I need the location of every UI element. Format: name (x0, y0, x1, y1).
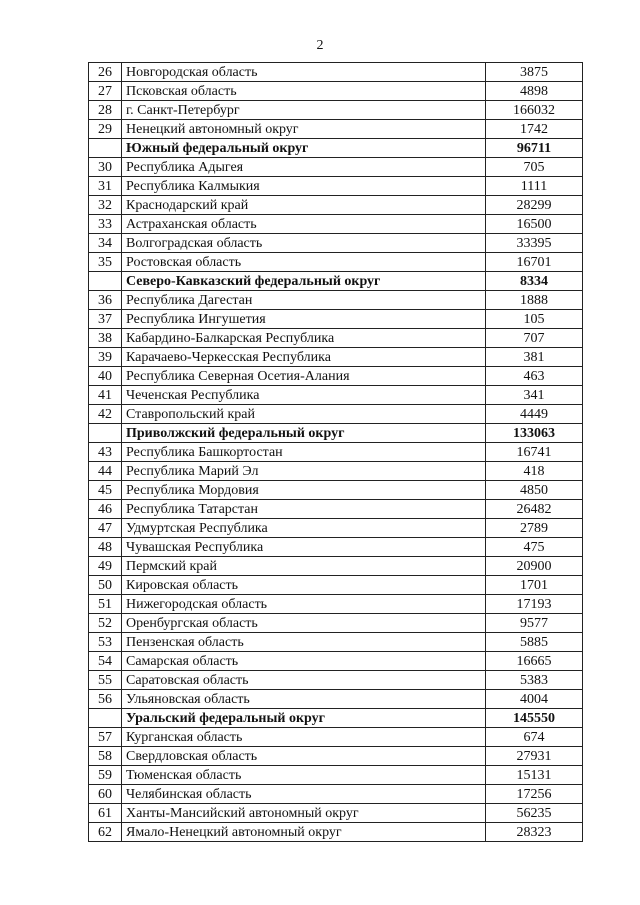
region-value: 33395 (486, 234, 583, 253)
region-value: 463 (486, 367, 583, 386)
table-row (89, 538, 583, 557)
row-number: 58 (89, 747, 122, 766)
row-number: 44 (89, 462, 122, 481)
row-number (89, 139, 122, 158)
table-row (89, 215, 583, 234)
row-number (89, 272, 122, 291)
table-row (89, 576, 583, 595)
region-value: 17256 (486, 785, 583, 804)
region-value: 17193 (486, 595, 583, 614)
region-value: 381 (486, 348, 583, 367)
row-number: 42 (89, 405, 122, 424)
region-name: Астраханская область (122, 215, 486, 234)
region-name: Ханты-Мансийский автономный округ (122, 804, 486, 823)
region-name: г. Санкт-Петербург (122, 101, 486, 120)
table-row (89, 120, 583, 139)
region-value: 16741 (486, 443, 583, 462)
table-row (89, 557, 583, 576)
table-row (89, 500, 583, 519)
table-row (89, 234, 583, 253)
table-row (89, 386, 583, 405)
table-row (89, 633, 583, 652)
region-name: Республика Башкортостан (122, 443, 486, 462)
region-value: 4850 (486, 481, 583, 500)
row-number (89, 424, 122, 443)
table-row (89, 253, 583, 272)
region-value: 16665 (486, 652, 583, 671)
region-value: 16500 (486, 215, 583, 234)
row-number: 49 (89, 557, 122, 576)
row-number (89, 709, 122, 728)
region-name: Ростовская область (122, 253, 486, 272)
region-value: 1888 (486, 291, 583, 310)
region-name: Нижегородская область (122, 595, 486, 614)
region-name: Пермский край (122, 557, 486, 576)
region-name: Псковская область (122, 82, 486, 101)
region-value: 9577 (486, 614, 583, 633)
region-value: 5885 (486, 633, 583, 652)
row-number: 45 (89, 481, 122, 500)
table-row (89, 348, 583, 367)
row-number: 32 (89, 196, 122, 215)
district-row (89, 709, 583, 728)
region-value: 28323 (486, 823, 583, 842)
region-name: Республика Мордовия (122, 481, 486, 500)
region-value: 2789 (486, 519, 583, 538)
row-number: 31 (89, 177, 122, 196)
table-row (89, 310, 583, 329)
region-name: Кабардино-Балкарская Республика (122, 329, 486, 348)
region-name: Тюменская область (122, 766, 486, 785)
region-name: Чеченская Республика (122, 386, 486, 405)
region-value: 1742 (486, 120, 583, 139)
region-name: Республика Дагестан (122, 291, 486, 310)
region-value: 28299 (486, 196, 583, 215)
district-value: 8334 (486, 272, 583, 291)
row-number: 33 (89, 215, 122, 234)
region-name: Республика Адыгея (122, 158, 486, 177)
row-number: 53 (89, 633, 122, 652)
table-row (89, 804, 583, 823)
row-number: 28 (89, 101, 122, 120)
region-value: 16701 (486, 253, 583, 272)
table-row (89, 329, 583, 348)
region-name: Ставропольский край (122, 405, 486, 424)
region-value: 3875 (486, 63, 583, 82)
table-row (89, 747, 583, 766)
region-name: Ульяновская область (122, 690, 486, 709)
district-name: Приволжский федеральный округ (122, 424, 486, 443)
region-value: 418 (486, 462, 583, 481)
table-row (89, 823, 583, 842)
district-value: 96711 (486, 139, 583, 158)
row-number: 48 (89, 538, 122, 557)
row-number: 41 (89, 386, 122, 405)
row-number: 26 (89, 63, 122, 82)
region-name: Ямало-Ненецкий автономный округ (122, 823, 486, 842)
region-name: Ненецкий автономный округ (122, 120, 486, 139)
row-number: 60 (89, 785, 122, 804)
table-row (89, 101, 583, 120)
region-name: Республика Северная Осетия-Алания (122, 367, 486, 386)
table-row (89, 405, 583, 424)
district-value: 133063 (486, 424, 583, 443)
region-name: Новгородская область (122, 63, 486, 82)
region-name: Карачаево-Черкесская Республика (122, 348, 486, 367)
row-number: 55 (89, 671, 122, 690)
table-row (89, 177, 583, 196)
table-row (89, 519, 583, 538)
page-number: 2 (316, 38, 324, 53)
region-value: 26482 (486, 500, 583, 519)
row-number: 27 (89, 82, 122, 101)
row-number: 35 (89, 253, 122, 272)
region-value: 27931 (486, 747, 583, 766)
region-value: 20900 (486, 557, 583, 576)
row-number: 51 (89, 595, 122, 614)
table-row (89, 690, 583, 709)
row-number: 39 (89, 348, 122, 367)
region-name: Республика Ингушетия (122, 310, 486, 329)
row-number: 29 (89, 120, 122, 139)
row-number: 36 (89, 291, 122, 310)
region-name: Удмуртская Республика (122, 519, 486, 538)
district-row (89, 272, 583, 291)
region-name: Челябинская область (122, 785, 486, 804)
region-name: Курганская область (122, 728, 486, 747)
region-name: Свердловская область (122, 747, 486, 766)
region-value: 5383 (486, 671, 583, 690)
table-row (89, 728, 583, 747)
region-value: 705 (486, 158, 583, 177)
table-row (89, 367, 583, 386)
region-name: Оренбургская область (122, 614, 486, 633)
table-row (89, 766, 583, 785)
table-row (89, 63, 583, 82)
district-name: Северо-Кавказский федеральный округ (122, 272, 486, 291)
row-number: 47 (89, 519, 122, 538)
district-row (89, 139, 583, 158)
region-name: Саратовская область (122, 671, 486, 690)
region-value: 475 (486, 538, 583, 557)
row-number: 34 (89, 234, 122, 253)
row-number: 52 (89, 614, 122, 633)
row-number: 30 (89, 158, 122, 177)
region-name: Чувашская Республика (122, 538, 486, 557)
region-value: 15131 (486, 766, 583, 785)
table-row (89, 785, 583, 804)
table-row (89, 82, 583, 101)
region-name: Республика Марий Эл (122, 462, 486, 481)
row-number: 62 (89, 823, 122, 842)
district-name: Уральский федеральный округ (122, 709, 486, 728)
row-number: 43 (89, 443, 122, 462)
row-number: 38 (89, 329, 122, 348)
region-value: 105 (486, 310, 583, 329)
table-row (89, 614, 583, 633)
region-name: Пензенская область (122, 633, 486, 652)
table-row (89, 595, 583, 614)
region-name: Краснодарский край (122, 196, 486, 215)
region-value: 674 (486, 728, 583, 747)
table-row (89, 481, 583, 500)
region-value: 4449 (486, 405, 583, 424)
row-number: 40 (89, 367, 122, 386)
district-row (89, 424, 583, 443)
table-row (89, 652, 583, 671)
table-row (89, 196, 583, 215)
region-value: 166032 (486, 101, 583, 120)
regions-table (88, 62, 583, 842)
region-value: 56235 (486, 804, 583, 823)
district-value: 145550 (486, 709, 583, 728)
district-name: Южный федеральный округ (122, 139, 486, 158)
region-name: Республика Калмыкия (122, 177, 486, 196)
row-number: 56 (89, 690, 122, 709)
row-number: 57 (89, 728, 122, 747)
region-value: 4898 (486, 82, 583, 101)
region-value: 1111 (486, 177, 583, 196)
region-value: 707 (486, 329, 583, 348)
region-name: Самарская область (122, 652, 486, 671)
row-number: 54 (89, 652, 122, 671)
region-name: Кировская область (122, 576, 486, 595)
region-name: Республика Татарстан (122, 500, 486, 519)
table-row (89, 443, 583, 462)
row-number: 46 (89, 500, 122, 519)
table-row (89, 291, 583, 310)
table-row (89, 462, 583, 481)
region-name: Волгоградская область (122, 234, 486, 253)
regions-table-body (89, 63, 583, 842)
region-value: 341 (486, 386, 583, 405)
row-number: 59 (89, 766, 122, 785)
row-number: 50 (89, 576, 122, 595)
region-value: 1701 (486, 576, 583, 595)
table-row (89, 671, 583, 690)
table-row (89, 158, 583, 177)
row-number: 37 (89, 310, 122, 329)
region-value: 4004 (486, 690, 583, 709)
row-number: 61 (89, 804, 122, 823)
